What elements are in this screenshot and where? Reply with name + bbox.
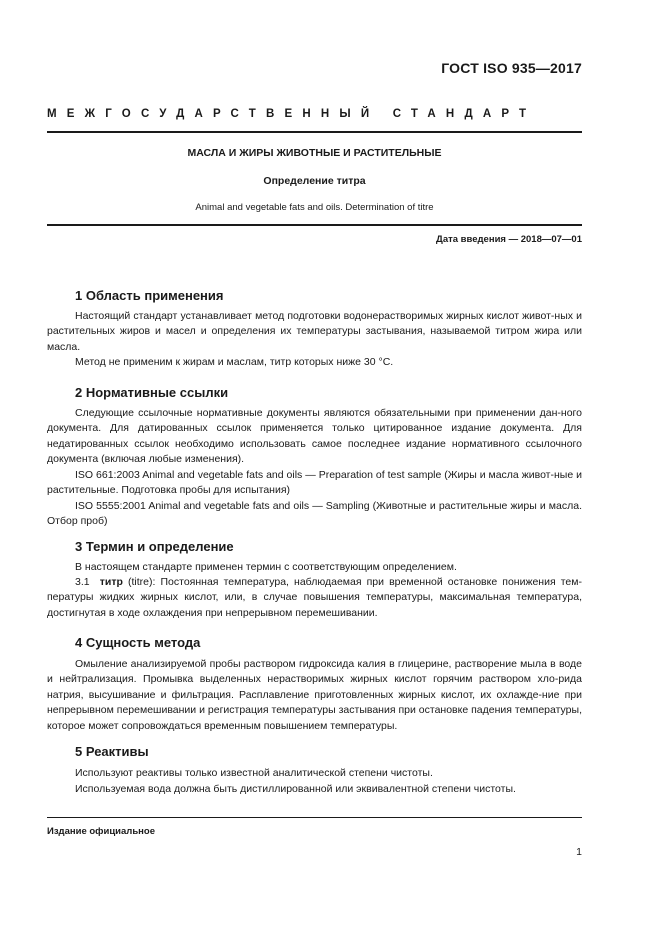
- section-heading-method-principle: 4 Сущность метода: [75, 635, 201, 650]
- definition-number: 3.1: [75, 576, 90, 588]
- paragraph: Метод не применим к жирам и маслам, титр которых ниже 30 °С.: [75, 356, 394, 368]
- gost-code: ГОСТ ISO 935—2017: [441, 60, 582, 76]
- paragraph: Настоящий стандарт устанавливает метод подготовки водонерастворимых жирных кислот живот-ных и растительных жиров и масел и определения их температуры застывания, называемой титром жира или масла.: [47, 310, 582, 353]
- introduction-date: Дата введения — 2018—07—01: [436, 234, 582, 245]
- section-heading-term-definition: 3 Термин и определение: [75, 539, 234, 554]
- document-title: МАСЛА И ЖИРЫ ЖИВОТНЫЕ И РАСТИТЕЛЬНЫЕ: [187, 147, 442, 159]
- reference-iso-5555: ISO 5555:2001 Animal and vegetable fats and oils — Sampling (Животные и растительные жиры и масла. Отбор проб): [47, 500, 582, 528]
- section-heading-normative-references: 2 Нормативные ссылки: [75, 385, 229, 400]
- footer-rule: [47, 817, 582, 818]
- page-number: 1: [576, 846, 582, 858]
- paragraph: В настоящем стандарте применен термин с соответствующим определением.: [75, 561, 457, 573]
- title-rule: [47, 224, 582, 226]
- definition-titre: [47, 575, 582, 621]
- section-heading-scope: 1 Область применения: [75, 288, 224, 303]
- paragraph: Используют реактивы только известной аналитической степени чистоты.: [75, 767, 433, 779]
- paragraph: Омыление анализируемой пробы раствором гидроксида калия в глицерине, растворение мыла в воде и нейтрализация. Промывка выделенных нерастворимых жирных кислот горячим раствором хло-рида натрия, высушивание и фильтрация. Расплавление приготовленных жирных кислот, их охлажде-ние при непрерывном перемешивании и регистрация температуры застывания при остановке падения температуры, которое может сопровождаться временным повышением температуры.: [47, 658, 582, 732]
- standard-type: МЕЖГОСУДАРСТВЕННЫЙ СТАНДАРТ: [47, 108, 537, 120]
- header-rule: [47, 131, 582, 133]
- official-edition-label: Издание официальное: [47, 826, 155, 837]
- definition-term: титр: [99, 576, 123, 588]
- document-subtitle: Определение титра: [263, 175, 366, 187]
- definition-text: (titre): Постоянная температура, наблюдаемая при временной остановке понижения тем-пературы жидких жирных кислот, или, в случае повышения температуры, максимальная температура, достигнутая в ходе охлаждения при непрерывном перемешивании.: [47, 576, 582, 619]
- paragraph: Следующие ссылочные нормативные документы являются обязательными при применении дан-ного документа. Для датированных ссылок применяется только цитированное издание документа. Для недатированных ссылок необходимо использовать самое последнее издание нормативного ссылочного документа (включая любые изменения).: [47, 407, 582, 466]
- paragraph: Используемая вода должна быть дистиллированной или эквивалентной степени чистоты.: [75, 783, 516, 795]
- reference-iso-661: ISO 661:2003 Animal and vegetable fats and oils — Preparation of test sample (Жиры и масла живот-ные и растительные. Подготовка пробы для испытания): [47, 469, 582, 497]
- section-heading-reagents: 5 Реактивы: [75, 744, 149, 759]
- document-title-english: Animal and vegetable fats and oils. Determination of titre: [195, 202, 434, 213]
